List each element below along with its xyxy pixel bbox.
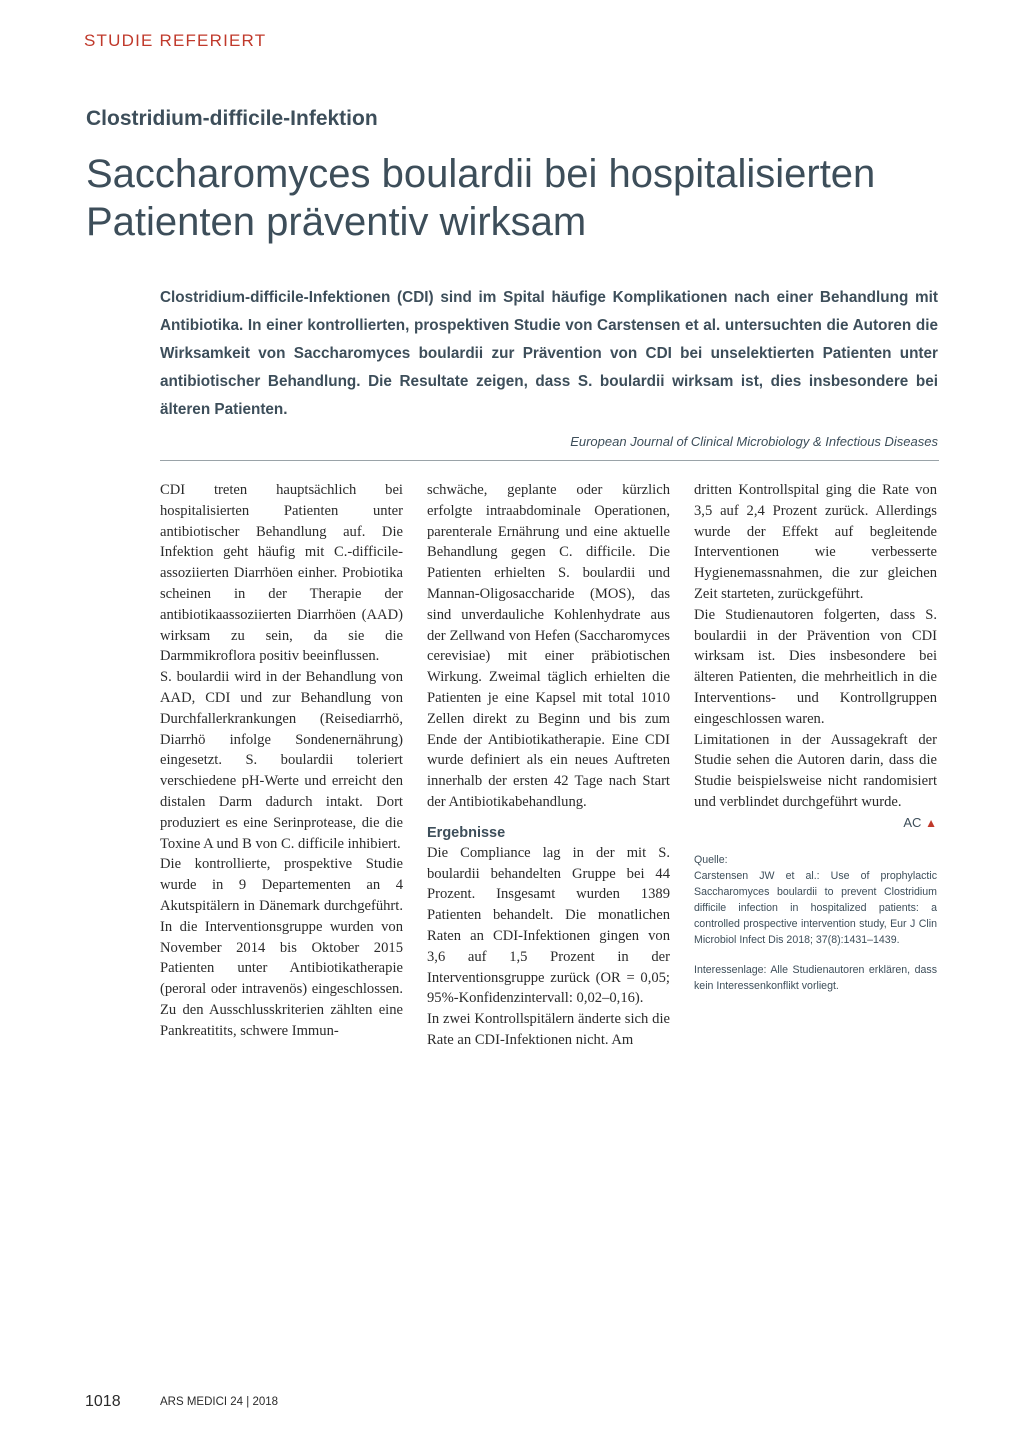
- body-column-2: [427, 480, 670, 1051]
- divider: [160, 460, 939, 461]
- headline-line-2: Patienten präventiv wirksam: [86, 200, 587, 244]
- issue-label: ARS MEDICI 24 | 2018: [160, 1396, 279, 1408]
- section-label: STUDIE REFERIERT: [84, 31, 267, 50]
- source-label: Quelle:: [694, 853, 728, 866]
- body-paragraph: In zwei Kontrollspitälern änderte sich die Rate an CDI-Infektionen nicht. Am: [427, 1011, 670, 1048]
- source-citation: Carstensen JW et al.: Use of prophylactic Saccharomyces boulardii to prevent Clostridium difficile infection in hospitalized patients: a controlled prospective intervention study, Eur J Clin Microbiol Infect Dis 2018; 37(8):1431–1439.: [694, 869, 937, 946]
- body-paragraph: CDI treten hauptsächlich bei hospitalisierten Patienten unter antibiotischer Behandlung auf. Die Infektion geht häufig mit C.-difficile-assoziierten Diarrhöen einher. Probiotika scheinen in der Therapie der antibiotikaassoziierten Diarrhöen (AAD) wirksam zu sein, da sie die Darmmikroflora positiv beeinflussen.: [160, 482, 403, 665]
- body-paragraph: schwäche, geplante oder kürzlich erfolgte intraabdominale Operationen, parenterale Ernährung und eine aktuelle Behandlung gegen C. difficile. Die Patienten erhielten S. boulardii und Mannan-Oligosaccharide (MOS), das sind unverdauliche Kohlenhydrate aus der Zellwand von Hefen (Saccharomyces cerevisiae) mit einer präbiotischen Wirkung. Zweimal täglich erhielten die Patienten je eine Kapsel mit total 1010 Zellen direkt zu Beginn und bis zum Ende der Antibiotikatherapie. Eine CDI wurde definiert als ein neues Auftreten innerhalb der ersten 42 Tage nach Start der Antibiotikabehandlung.: [427, 482, 670, 810]
- author-initials: AC: [903, 814, 922, 830]
- body-paragraph: S. boulardii wird in der Behandlung von AAD, CDI und zur Behandlung von Durchfallerkrankungen (Reisediarrhö, Diarrhö infolge Sondenernährung) eingesetzt. S. boulardii toleriert verschiedene pH-Werte und erreicht den distalen Darm dadurch intakt. Dort produziert es eine Serinprotease, die die Toxine A und B von C. difficile inhibiert.: [160, 669, 403, 852]
- conflict-of-interest: Interessenlage: Alle Studienautoren erklären, dass kein Interessenkonflikt vorliegt.: [694, 963, 937, 992]
- journal-reference: European Journal of Clinical Microbiology & Infectious Diseases: [570, 434, 938, 449]
- section-subhead-results: Ergebnisse: [427, 824, 506, 841]
- body-paragraph: Limitationen in der Aussagekraft der Studie sehen die Autoren darin, dass die Studie beispielsweise nicht randomisiert und verblindet durchgeführt wurde.: [694, 731, 937, 810]
- body-column-1: [160, 480, 403, 1042]
- page-number: 1018: [85, 1393, 121, 1410]
- author-signature: [694, 813, 937, 834]
- headline-line-1: Saccharomyces boulardii bei hospitalisierten: [86, 152, 876, 196]
- body-column-3: [694, 480, 937, 994]
- body-paragraph: Die Compliance lag in der mit S. boulardii behandelten Gruppe bei 44 Prozent. Insgesamt wurden 1389 Patienten behandelt. Die monatlichen Raten an CDI-Infektionen gingen von 3,6 auf 1,5 Prozent in der Interventionsgruppe zurück (OR = 0,05; 95%-Konfidenzintervall: 0,02–0,16).: [427, 844, 670, 1007]
- end-mark-triangle-icon: ▲: [925, 815, 937, 830]
- body-paragraph: dritten Kontrollspital ging die Rate von 3,5 auf 2,4 Prozent zurück. Allerdings wurde der Effekt auf begleitende Interventionen wie verbesserte Hygienemassnahmen, die zur gleichen Zeit starteten, zurückgeführt.: [694, 482, 937, 602]
- body-paragraph: Die Studienautoren folgerten, dass S. boulardii in der Prävention von CDI wirksam ist. Dies insbesondere bei älteren Patienten, die mehrheitlich in die Interventions- und Kontrollgruppen eingeschlossen waren.: [694, 606, 937, 727]
- body-paragraph: Die kontrollierte, prospektive Studie wurde in 9 Departementen an 4 Akutspitälern in Dänemark durchgeführt. In die Interventionsgruppe wurden von November 2014 bis Oktober 2015 Patienten unter Antibiotikatherapie (peroral oder intravenös) eingeschlossen. Zu den Ausschlusskriterien zählten eine Pankreatitits, schwere Immun-: [160, 856, 403, 1039]
- source-box: [694, 852, 937, 994]
- article-headline: [86, 150, 946, 246]
- article-kicker: Clostridium-difficile-Infektion: [86, 107, 378, 130]
- lead-paragraph: Clostridium-difficile-Infektionen (CDI) sind im Spital häufige Komplikationen nach einer Behandlung mit Antibiotika. In einer kontrollierten, prospektiven Studie von Carstensen et al. untersuchten die Autoren die Wirksamkeit von Saccharomyces boulardii zur Prävention von CDI bei unselektierten Patienten unter antibiotischer Behandlung. Die Resultate zeigen, dass S. boulardii wirksam ist, dies insbesondere bei älteren Patienten.: [160, 289, 938, 418]
